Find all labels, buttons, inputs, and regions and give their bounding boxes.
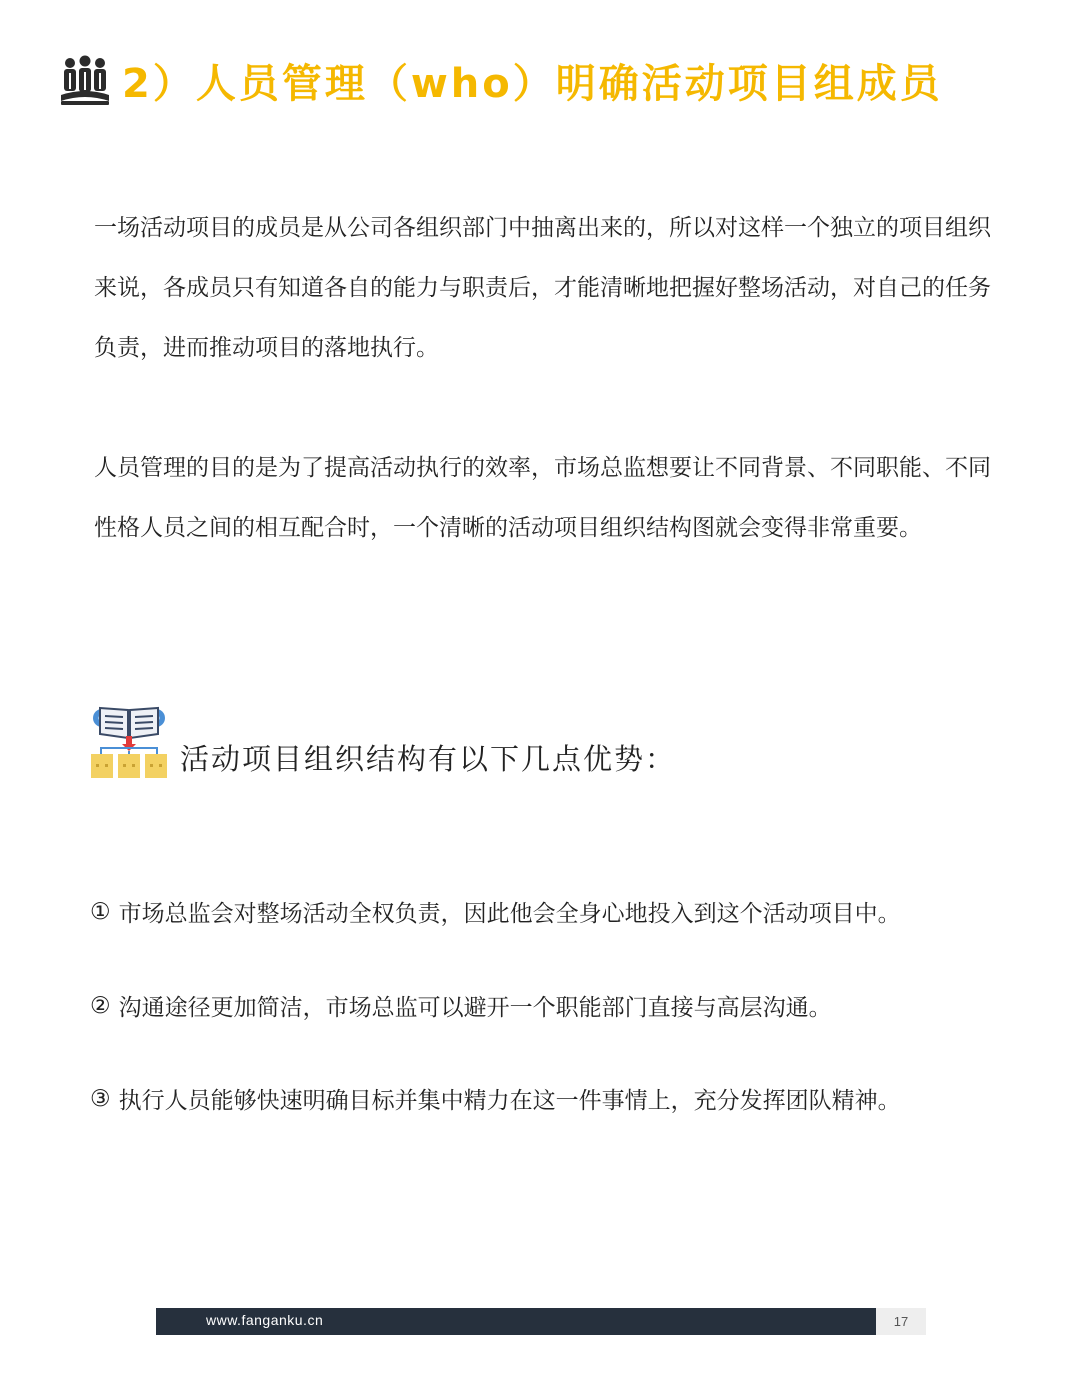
body-paragraph-1: 一场活动项目的成员是从公司各组织部门中抽离出来的，所以对这样一个独立的项目组织来说，各成员只有知道各自的能力与职责后，才能清晰地把握好整场活动，对自己的任务负责，进而推动项目的落地执行。 (94, 215, 991, 361)
list-item-number: ③ (90, 1085, 111, 1112)
body-paragraph-2: 人员管理的目的是为了提高活动执行的效率，市场总监想要让不同背景、不同职能、不同性格人员之间的相互配合时，一个清晰的活动项目组织结构图就会变得非常重要。 (94, 455, 991, 541)
list-item-number: ① (90, 898, 111, 925)
footer-url: www.fanganku.cn (206, 1312, 324, 1328)
section-heading (58, 50, 943, 110)
subsection-heading (90, 702, 676, 780)
section-title: 2）人员管理（who）明确活动项目组成员 (122, 60, 943, 107)
footer-bar (156, 1308, 876, 1335)
list-item-number: ② (90, 992, 111, 1019)
list-item (90, 895, 901, 928)
page-number: 17 (893, 1314, 909, 1329)
people-group-icon (58, 53, 112, 107)
list-item (90, 989, 832, 1022)
subsection-title: 活动项目组织结构有以下几点优势： (180, 742, 677, 776)
list-item (90, 1082, 901, 1115)
org-structure-icon (90, 702, 168, 780)
list-item-text: 市场总监会对整场活动全权负责，因此他会全身心地投入到这个活动项目中。 (118, 901, 901, 927)
list-item-text: 执行人员能够快速明确目标并集中精力在这一件事情上，充分发挥团队精神。 (118, 1088, 901, 1114)
list-item-text: 沟通途径更加简洁，市场总监可以避开一个职能部门直接与高层沟通。 (118, 995, 832, 1021)
page-number-box (876, 1308, 926, 1335)
